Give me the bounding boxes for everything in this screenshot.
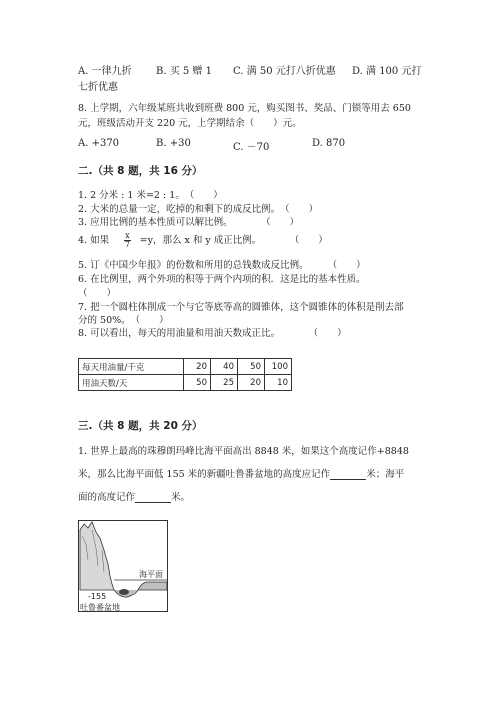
tf-item-4 xyxy=(78,232,328,249)
q8-option-d: D. 870 xyxy=(312,138,346,149)
tf-item-4-prefix: 4. 如果 xyxy=(78,235,110,246)
table-cell: 100 xyxy=(265,359,292,375)
fill-question-1-line1: 1. 世界上最高的珠穆朗玛峰比海平面高出 8848 米，如果这个高度记作+8848 xyxy=(78,446,409,457)
section-3-heading: 三.（共 8 题，共 20 分） xyxy=(78,420,203,432)
option-c: C. 满 50 元打八折优惠 xyxy=(233,66,336,77)
fraction-denominator: 7 xyxy=(124,240,130,249)
table-cell: 50 xyxy=(238,359,265,375)
option-b: B. 买 5 赠 1 xyxy=(156,66,212,77)
table-cell: 20 xyxy=(184,359,211,375)
option-d-continued: 七折优惠 xyxy=(78,82,118,93)
table-row-label: 每天用油量/千克 xyxy=(79,359,184,375)
option-a: A. 一律九折 xyxy=(78,66,132,77)
table-cell: 10 xyxy=(265,375,292,391)
option-d: D. 满 100 元打 xyxy=(352,66,422,77)
section-2-heading: 二.（共 8 题，共 16 分） xyxy=(78,165,203,177)
tf-item-3: 3. 应用比例的基本性质可以解比例。 （ ） xyxy=(78,217,300,228)
fraction-numerator: x xyxy=(125,231,130,240)
table-row-label: 用油天数/天 xyxy=(79,375,184,391)
answer-blank xyxy=(330,469,366,480)
tf-item-6-line1: 6. 在比例里，两个外项的积等于两个内项的积．这是比的基本性质。 xyxy=(78,274,366,285)
table-cell: 25 xyxy=(211,375,238,391)
tf-item-4-suffix: =y，那么 x 和 y 成正比例。 （ ） xyxy=(139,235,328,246)
q8-option-c: C. －70 xyxy=(233,142,270,153)
elevation-figure xyxy=(78,520,168,615)
depth-label: -155 xyxy=(88,592,107,601)
tf-item-1: 1. 2 分米 : 1 米=2 : 1。 （ ） xyxy=(78,190,223,201)
fill-question-1-line2 xyxy=(78,466,404,480)
table-row xyxy=(79,359,292,375)
line2-suffix: 米；海平 xyxy=(366,469,405,480)
table-row xyxy=(79,375,292,391)
tf-item-7-line2: 分的 50%。 （ ） xyxy=(78,315,169,326)
table-cell: 50 xyxy=(184,375,211,391)
tf-item-8: 8. 可以看出，每天的用油量和用油天数成正比。 （ ） xyxy=(78,328,347,339)
oil-usage-table xyxy=(78,358,292,391)
fill-question-1-line3 xyxy=(78,489,190,503)
line3-suffix: 米。 xyxy=(171,492,191,503)
basin-lake xyxy=(119,589,129,595)
q8-option-b: B. +30 xyxy=(156,138,191,149)
q8-option-a: A. +370 xyxy=(78,138,120,149)
tf-item-7-line1: 7. 把一个圆柱体削成一个与它等底等高的圆锥体，这个圆锥体的体积是削去部 xyxy=(78,302,404,313)
question-8-line2: 元，班级活动开支 220 元，上学期结余（ ）元。 xyxy=(78,118,302,129)
table-cell: 20 xyxy=(238,375,265,391)
line2-prefix: 米，那么比海平面低 155 米的新疆吐鲁番盆地的高度应记作 xyxy=(78,469,331,480)
tf-item-5: 5. 订《中国少年报》的份数和所用的总钱数成反比例。 （ ） xyxy=(78,260,366,271)
basin-name-label: 吐鲁番盆地 xyxy=(80,603,120,612)
answer-blank xyxy=(135,492,171,503)
tf-item-6-line2: （ ） xyxy=(78,288,117,299)
sea-level-label: 海平面 xyxy=(139,570,163,579)
tf-item-2: 2. 大米的总量一定，吃掉的和剩下的成反比例。 （ ） xyxy=(78,204,319,215)
question-8-line1: 8. 上学期，六年级某班共收到班费 800 元，购买图书、奖品、门锁等用去 650 xyxy=(78,103,411,114)
fraction-x-over-7 xyxy=(124,232,131,249)
line3-prefix: 面的高度记作 xyxy=(78,492,136,503)
table-cell: 40 xyxy=(211,359,238,375)
